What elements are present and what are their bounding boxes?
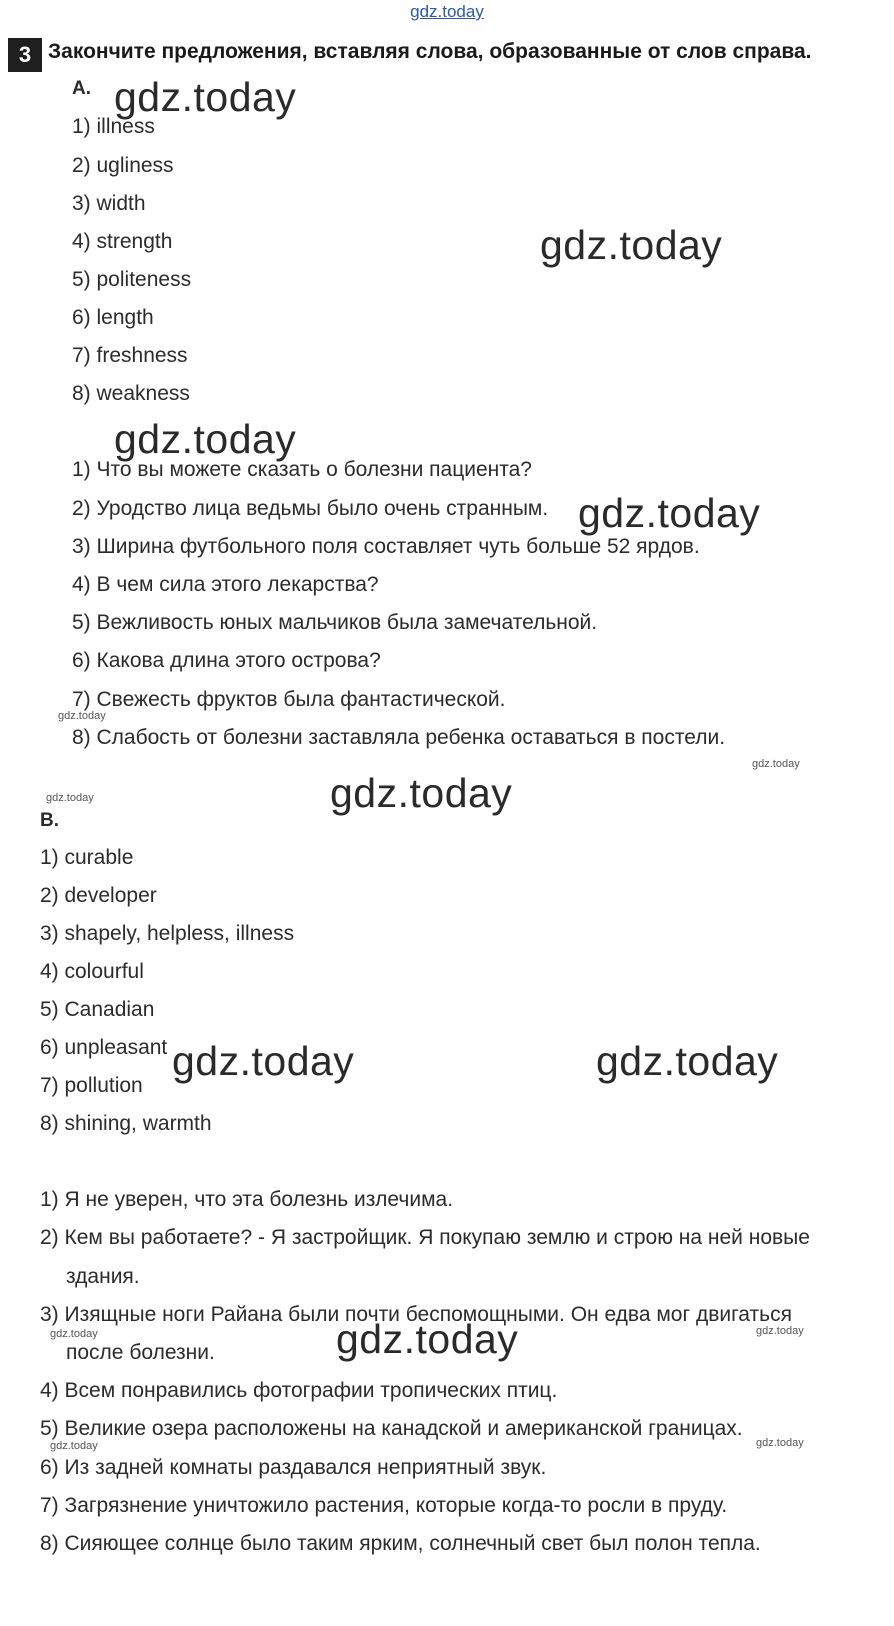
section-b-word: 2) developer [40,884,157,907]
section-b-word: 3) shapely, helpless, illness [40,922,295,945]
section-b-word: 1) curable [40,846,134,869]
section-b-word: 7) pollution [40,1074,143,1097]
task-title: Закончите предложения, вставляя слова, образованные от слов справа. [48,40,812,63]
section-a-word: 6) length [72,306,154,329]
section-b-translation: 2) Кем вы работаете? - Я застройщик. Я покупаю землю и строю на ней новые [40,1226,810,1249]
section-b-translation: 4) Всем понравились фотографии тропических птиц. [40,1379,558,1402]
section-b-translation: 7) Загрязнение уничтожило растения, которые когда-то росли в пруду. [40,1494,728,1517]
section-b-translation: 6) Из задней комнаты раздавался неприятный звук. [40,1456,547,1479]
watermark-small: gdz.today [756,1325,804,1337]
watermark-small: gdz.today [756,1437,804,1449]
section-a-translation: 4) В чем сила этого лекарства? [72,573,379,596]
watermark-small: gdz.today [58,710,106,722]
section-b-word: 6) unpleasant [40,1036,168,1059]
section-b-translation: 1) Я не уверен, что эта болезнь излечима. [40,1188,454,1211]
section-a-translation: 5) Вежливость юных мальчиков была замечательной. [72,611,598,634]
section-a-word: 2) ugliness [72,154,174,177]
watermark: gdz.today [578,490,761,536]
section-b-translation: здания. [66,1265,140,1288]
section-b-translation: 8) Сияющее солнце было таким ярким, солнечный свет был полон тепла. [40,1532,761,1555]
section-b-translation: 3) Изящные ноги Райана были почти беспомощными. Он едва мог двигаться [40,1303,792,1326]
watermark-small: gdz.today [46,792,94,804]
section-b-translation: 5) Великие озера расположены на канадской и американской границах. [40,1417,743,1440]
section-a-word: 1) illness [72,115,155,138]
watermark: gdz.today [330,770,513,816]
watermark: gdz.today [336,1316,519,1362]
watermark: gdz.today [172,1038,355,1084]
section-b-word: 8) shining, warmth [40,1112,212,1135]
section-a-word: 4) strength [72,230,173,253]
section-b-word: 4) colourful [40,960,144,983]
section-a-translation: 1) Что вы можете сказать о болезни пациента? [72,458,532,481]
section-a-translation: 7) Свежесть фруктов была фантастической. [72,688,506,711]
section-a-word: 8) weakness [72,382,190,405]
section-b-label: B. [40,810,59,831]
section-a-translation: 8) Слабость от болезни заставляла ребенка оставаться в постели. [72,726,726,749]
section-a-word: 7) freshness [72,344,188,367]
watermark: gdz.today [114,74,297,120]
watermark-small: gdz.today [50,1328,98,1340]
watermark: gdz.today [540,222,723,268]
header-watermark[interactable]: gdz.today [410,2,484,21]
section-a-translation: 3) Ширина футбольного поля составляет чуть больше 52 ярдов. [72,535,700,558]
section-a-translation: 2) Уродство лица ведьмы было очень странным. [72,497,549,520]
task-number-badge: 3 [8,38,42,72]
watermark-small: gdz.today [50,1440,98,1452]
section-b-translation: после болезни. [66,1341,215,1364]
section-b-word: 5) Canadian [40,998,155,1021]
watermark-small: gdz.today [752,758,800,770]
section-a-label: A. [72,78,91,99]
section-a-word: 5) politeness [72,268,192,291]
section-a-word: 3) width [72,192,146,215]
watermark: gdz.today [114,416,297,462]
section-a-translation: 6) Какова длина этого острова? [72,649,381,672]
watermark: gdz.today [596,1038,779,1084]
